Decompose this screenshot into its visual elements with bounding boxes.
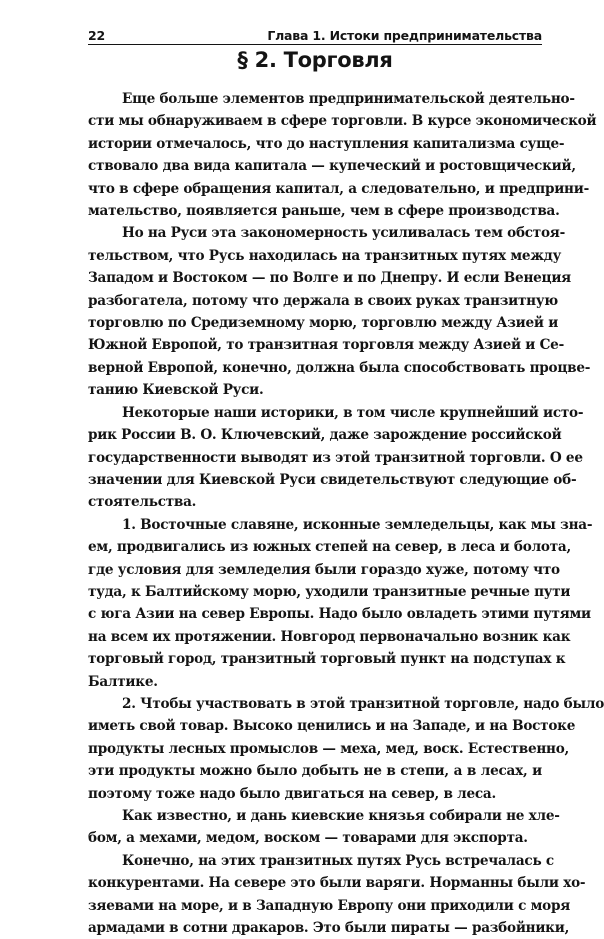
header-rule (88, 44, 542, 45)
paragraph (88, 222, 591, 401)
text-line: 1. Восточные славяне, исконные земледельцы, как мы зна- (122, 516, 593, 533)
body-text (88, 88, 604, 939)
text-line: значении для Киевской Руси свидетельствуют следующие об- (88, 471, 577, 488)
text-line: что в сфере обращения капитал, а следовательно, и предприни- (88, 180, 589, 197)
text-line: торговый город, транзитный торговый пункт на подступах к (88, 651, 566, 668)
text-line: мательство, появляется раньше, чем в сфере производства. (88, 203, 560, 220)
text-line: продукты лесных промыслов — меха, мед, воск. Естественно, (88, 740, 570, 757)
text-line: Балтике. (88, 673, 158, 690)
text-line: Как известно, и дань киевские князья собирали не хле- (122, 808, 560, 824)
text-line: туда, к Балтийскому морю, уходили транзитные речные пути (88, 583, 571, 600)
text-line: 2. Чтобы участвовать в этой транзитной торговле, надо было (122, 695, 604, 712)
text-line: на всем их протяжении. Новгород первоначально возник как (88, 628, 571, 645)
text-line: тельством, что Русь находилась на транзитных путях между (88, 247, 562, 264)
text-line: государственности выводят из этой транзитной торговли. О ее (88, 449, 583, 466)
paragraph (88, 805, 560, 850)
text-line: эти продукты можно было добыть не в степи, а в лесах, и (88, 763, 542, 780)
text-line: рик России В. О. Ключевский, даже зарождение российской (88, 427, 562, 444)
text-line: сти мы обнаруживаем в сфере торговли. В курсе экономической (88, 113, 597, 130)
text-line: стоятельства. (88, 494, 197, 511)
text-line: истории отмечалось, что до наступления капитализма суще- (88, 135, 565, 152)
running-title: Глава 1. Истоки предпринимательства (267, 28, 542, 43)
text-line: Некоторые наши историки, в том числе крупнейший исто- (122, 404, 584, 421)
text-line: торговлю по Средиземному морю, торговлю между Азией и (88, 315, 559, 332)
text-line: зяевами на море, и в Западную Европу они приходили с моря (88, 897, 571, 914)
section-title: § 2. Торговля (237, 48, 393, 72)
text-line: бом, а мехами, медом, воском — товарами для экспорта. (88, 830, 528, 847)
text-line: с юга Азии на север Европы. Надо было овладеть этими путями (88, 606, 591, 623)
paragraph (88, 402, 584, 514)
running-head (88, 23, 542, 43)
paragraph (88, 88, 597, 222)
text-line: Еще больше элементов предпринимательской деятельно- (122, 91, 575, 107)
page-number: 22 (88, 28, 105, 43)
paragraph (88, 850, 586, 939)
text-line: конкурентами. На севере это были варяги. Норманны были хо- (88, 875, 586, 892)
text-line: Конечно, на этих транзитных путях Русь встречалась с (122, 852, 554, 869)
text-line: танию Киевской Руси. (88, 382, 264, 399)
text-line: ем, продвигались из южных степей на север, в леса и болота, (88, 539, 571, 556)
paragraph (88, 514, 593, 693)
text-line: Западом и Востоком — по Волге и по Днепру. И если Венеция (88, 270, 571, 287)
text-line: верной Европой, конечно, должна была способствовать процве- (88, 359, 591, 376)
text-line: армадами в сотни дракаров. Это были пираты — разбойники, (88, 920, 570, 937)
text-line: иметь свой товар. Высоко ценились и на Западе, и на Востоке (88, 718, 576, 735)
text-line: Но на Руси эта закономерность усиливалась тем обстоя- (122, 225, 565, 242)
text-line: Южной Европой, то транзитная торговля между Азией и Се- (88, 337, 564, 354)
text-line: ствовало два вида капитала — купеческий и ростовщический, (88, 158, 576, 175)
paragraph (88, 693, 604, 805)
text-line: разбогатела, потому что держала в своих руках транзитную (88, 292, 558, 309)
text-line: поэтому тоже надо было двигаться на север, в леса. (88, 785, 496, 802)
text-line: где условия для земледелия были гораздо хуже, потому что (88, 561, 560, 578)
